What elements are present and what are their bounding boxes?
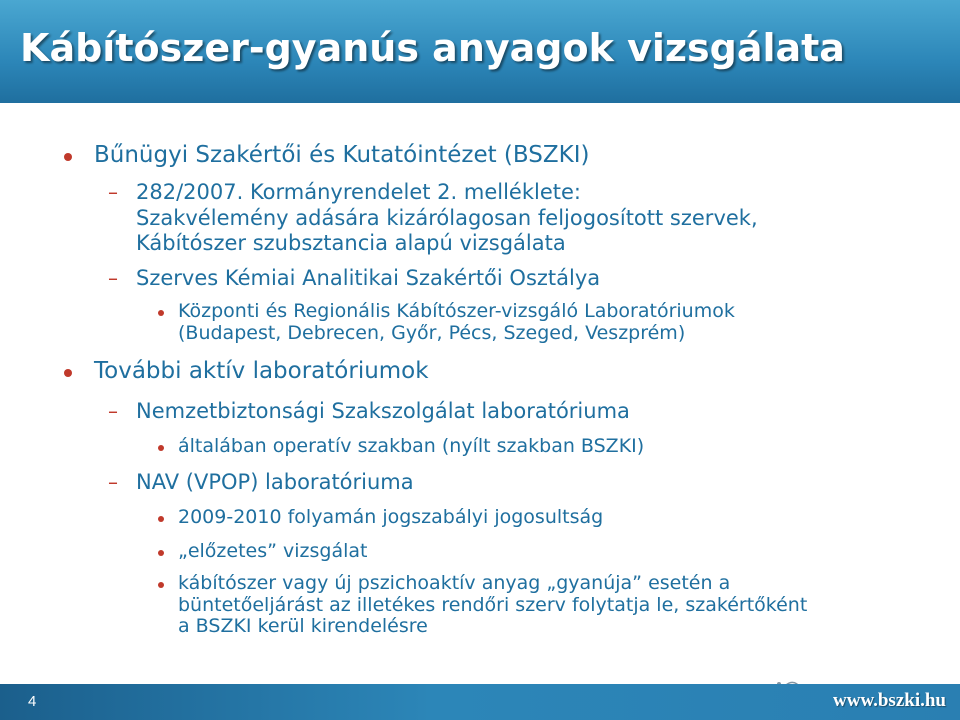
bullet-dot: [158, 310, 164, 316]
dash-marker: –: [108, 180, 118, 204]
bullet-dot: [158, 550, 164, 556]
sub-sub-bullet-text: „előzetes” vizsgálat: [178, 540, 368, 562]
bullet-text: További aktív laboratóriumok: [94, 358, 429, 384]
slide-title: Kábítószer-gyanús anyagok vizsgálata: [20, 26, 845, 70]
sub-sub-bullet-text: [178, 435, 644, 457]
sub-sub-bullet-text: a BSZKI kerül kirendelésre: [178, 615, 428, 637]
sub-bullet-text: NAV (VPOP) laboratóriuma: [136, 470, 414, 494]
bullet-dot: [158, 582, 164, 588]
dash-marker: –: [108, 399, 118, 423]
sub-sub-bullet-text: büntetőeljárást az illetékes rendőri szerv folytatja le, szakértőként: [178, 594, 808, 616]
sub-bullet-text: Szerves Kémiai Analitikai Szakértői Osztálya: [136, 266, 601, 290]
dash-marker: –: [108, 266, 118, 290]
sub-sub-bullet-text: Központi és Regionális Kábítószer-vizsgáló Laboratóriumok: [178, 300, 735, 322]
footer-bar: [0, 684, 960, 720]
bullet-text: Bűnügyi Szakértői és Kutatóintézet (BSZKI): [94, 142, 590, 168]
sub-sub-bullet-text: 2009-2010 folyamán jogszabályi jogosultság: [178, 506, 604, 528]
sub-sub-bullet-line: általában operatív szakban (nyílt szakban BSZKI): [178, 435, 645, 457]
bullet-dot: [158, 516, 164, 522]
sub-bullet-text: Szakvélemény adására kizárólagosan feljogosított szervek,: [136, 206, 758, 230]
sub-bullet-text: Nemzetbiztonsági Szakszolgálat laboratóriuma: [136, 399, 630, 423]
page-number: 4: [28, 693, 37, 710]
bullet-dot: [64, 369, 72, 377]
sub-sub-bullet-text: (Budapest, Debrecen, Győr, Pécs, Szeged, Veszprém): [178, 322, 686, 344]
bullet-dot: [158, 445, 164, 451]
sub-bullet-text: Kábítószer szubsztancia alapú vizsgálata: [136, 231, 566, 255]
dash-marker: –: [108, 470, 118, 494]
bullet-dot: [64, 153, 72, 161]
sub-bullet-text: 282/2007. Kormányrendelet 2. melléklete:: [136, 180, 581, 204]
website-link[interactable]: www.bszki.hu: [833, 690, 946, 711]
sub-sub-bullet-text: kábítószer vagy új pszichoaktív anyag „gyanúja” esetén a: [178, 572, 731, 594]
